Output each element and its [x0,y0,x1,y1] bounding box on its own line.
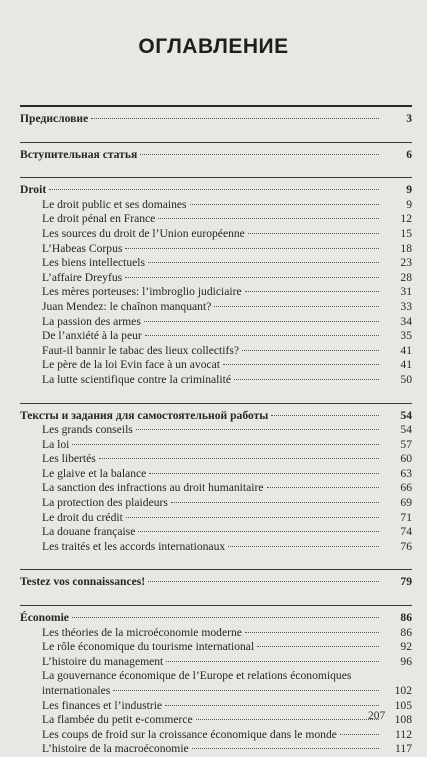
toc-entry [20,655,412,670]
dot-leader [245,291,379,292]
entry-title: Testez vos connaissances! [20,575,146,589]
entry-title: La flambée du petit e-commerce [42,713,193,727]
entry-page: 31 [400,285,412,299]
dot-leader [196,719,379,720]
entry-title: internationales [42,684,111,697]
entry-title: La douane française [42,525,136,539]
dot-leader [113,690,379,691]
entry-page: 12 [400,212,412,226]
entry-page: 79 [400,575,412,589]
entry-title: Les sources du droit de l’Union européenne [42,226,245,240]
entry-title: La gouvernance économique de l’Europe et relations économiques [42,669,352,683]
dot-leader [190,204,379,205]
entry-page: 86 [400,611,412,625]
entry-title: Les mères porteuses: l’imbroglio judiciaire [42,285,242,299]
entry-title: Le droit du crédit [42,510,123,524]
toc-entry [20,481,412,496]
toc-entry [20,329,412,344]
entry-title: Тексты и задания для самостоятельной работы [20,408,269,422]
toc-entry [20,242,412,257]
dot-leader [126,517,379,518]
dot-leader [125,277,379,278]
dot-leader [340,734,379,735]
dot-leader [242,350,379,351]
entry-title: Les théories de la microéconomie moderne [42,625,242,639]
entry-title: Juan Mendez: le chaînon manquant? [42,299,212,313]
entry-page: 9 [406,183,412,197]
dot-leader [223,364,379,365]
entry-title: Droit [20,183,47,197]
toc-entry [20,300,412,315]
entry-page: 92 [400,640,412,654]
dot-leader [171,502,379,503]
dot-leader [248,233,379,234]
dot-leader [140,154,379,155]
entry-title: La protection des plaideurs [42,496,168,510]
entry-page: 33 [400,299,412,313]
entry-title: La passion des armes [42,314,141,328]
toc-entry [20,285,412,300]
toc-entry [20,212,412,227]
dot-leader [192,748,379,749]
divider-rule [20,403,412,404]
dot-leader [145,335,379,336]
entry-title: De l’anxiété à la peur [42,329,142,343]
divider-rule [20,105,412,107]
dot-leader [136,429,379,430]
entry-page: 28 [400,270,412,284]
entry-title: Les coups de froid sur la croissance économique dans le monde [42,727,337,741]
divider-rule [20,142,412,143]
toc-entry [20,423,412,438]
section-gap [20,127,412,138]
dot-leader [72,444,379,445]
entry-title: L’Habeas Corpus [42,241,123,255]
section-heading [20,575,412,590]
entry-page: 96 [400,654,412,668]
toc-entry [20,728,412,743]
section-gap [20,162,412,173]
dot-leader [72,617,379,618]
entry-page: 117 [395,742,412,756]
dot-leader [144,321,379,322]
toc-entry [20,511,412,526]
entry-page: 41 [400,343,412,357]
entry-title: Le droit pénal en France [42,212,156,226]
entry-page: 50 [400,372,412,386]
toc-entry [20,540,412,555]
entry-page: 69 [400,496,412,510]
section-gap [20,554,412,565]
dot-leader [267,487,380,488]
dot-leader [49,189,379,190]
entry-page: 6 [406,147,412,161]
entry-page: 86 [400,625,412,639]
toc-entry [20,496,412,511]
dot-leader [99,458,379,459]
entry-page: 63 [400,466,412,480]
dot-leader [271,415,379,416]
entry-title: L’affaire Dreyfus [42,270,123,284]
section-heading [20,183,412,198]
divider-rule [20,605,412,606]
section-heading [20,611,412,626]
entry-page: 35 [400,329,412,343]
entry-page: 60 [400,452,412,466]
entry-title: La loi [42,437,70,451]
entry-page: 66 [400,481,412,495]
entry-page: 76 [400,539,412,553]
entry-title: Вступительная статья [20,147,138,161]
entry-page: 112 [395,727,412,741]
table-of-contents [20,101,412,757]
dot-leader [149,473,379,474]
dot-leader [125,248,379,249]
entry-title: Le rôle économique du tourisme international [42,640,255,654]
toc-entry [20,699,412,714]
entry-title: L’histoire du management [42,654,164,668]
toc-entry [20,669,412,684]
section-heading [20,409,412,424]
toc-entry [20,198,412,213]
entry-page: 3 [406,112,412,125]
toc-entry [20,640,412,655]
entry-title: Les biens intellectuels [42,256,146,270]
toc-entry [20,742,412,757]
entry-title: Предисловие [20,112,89,125]
entry-title: Les libertés [42,452,96,466]
dot-leader [165,705,379,706]
toc-entry [20,256,412,271]
toc-entry [20,315,412,330]
entry-page: 9 [406,197,412,211]
toc-entry [20,467,412,482]
toc-entry [20,227,412,242]
entry-title: Les traités et les accords internationaux [42,539,226,553]
page-title: ОГЛАВЛЕНИЕ [138,35,289,58]
entry-page: 18 [400,241,412,255]
entry-title: Faut-il bannir le tabac des lieux collectifs? [42,343,240,357]
toc-entry [20,373,412,388]
entry-title: Économie [20,611,69,625]
entry-page: 74 [400,525,412,539]
entry-page: 54 [400,408,412,422]
page-number: 207 [368,710,386,722]
dot-leader [166,661,379,662]
entry-title: Les grands conseils [42,423,133,437]
section-heading [20,148,412,163]
toc-entry [20,344,412,359]
entry-page: 105 [394,698,412,712]
toc-entry [20,684,412,699]
entry-page: 71 [400,510,412,524]
entry-title: La lutte scientifique contre la criminalité [42,372,231,386]
dot-leader [214,306,379,307]
toc-entry [20,626,412,641]
section-heading [20,112,412,127]
divider-rule [20,569,412,570]
dot-leader [245,632,379,633]
section-gap [20,590,412,601]
entry-title: La sanction des infractions au droit humanitaire [42,481,264,495]
dot-leader [148,262,379,263]
entry-title: Le père de la loi Evin face à un avocat [42,358,220,372]
toc-entry [20,271,412,286]
toc-entry [20,438,412,453]
entry-title: Les finances et l’industrie [42,698,163,712]
section-gap [20,388,412,399]
toc-entry [20,358,412,373]
dot-leader [148,581,379,582]
entry-page: 41 [400,358,412,372]
toc-entry [20,452,412,467]
divider-rule [20,177,412,178]
entry-title: Le droit public et ses domaines [42,197,187,211]
entry-page: 108 [394,713,412,727]
dot-leader [257,646,379,647]
dot-leader [234,379,379,380]
entry-title: L’histoire de la macroéconomie [42,742,189,756]
entry-page: 57 [400,437,412,451]
dot-leader [158,218,379,219]
entry-page: 23 [400,256,412,270]
dot-leader [138,531,379,532]
toc-entry [20,713,412,728]
toc-entry [20,525,412,540]
entry-title: Le glaive et la balance [42,466,147,480]
dot-leader [91,118,379,119]
dot-leader [228,546,379,547]
entry-page: 54 [400,423,412,437]
entry-page: 15 [400,226,412,240]
entry-page: 34 [400,314,412,328]
entry-page: 102 [394,684,412,697]
